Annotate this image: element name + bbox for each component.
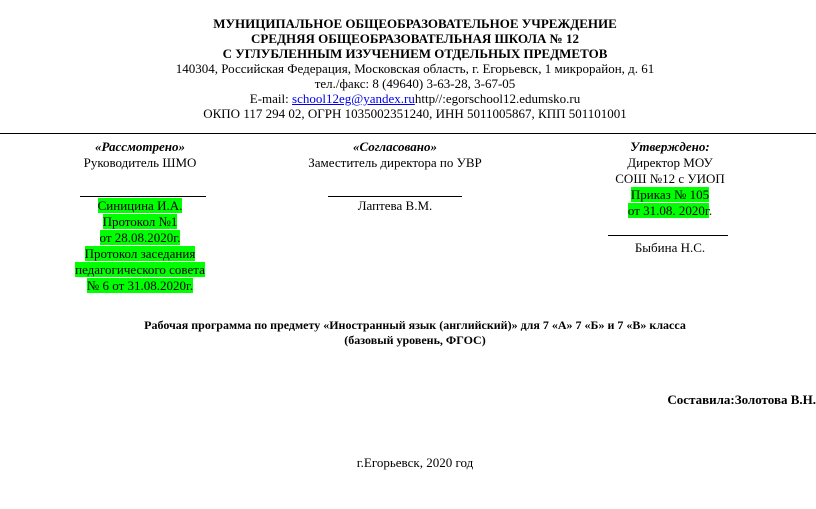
- agreed-role: Заместитель директора по УВР: [308, 155, 482, 170]
- email-link[interactable]: school12eg@yandex.ru: [292, 91, 415, 106]
- program-title-line1: Рабочая программа по предмету «Иностранный язык (английский)» для 7 «А» 7 «Б» и 7 «В» класса: [144, 318, 686, 332]
- school-codes: ОКПО 117 294 02, ОГРН 1035002351240, ИНН 5011005867, КПП 501101001: [203, 106, 627, 121]
- agreed-name: Лаптева В.М.: [357, 198, 433, 213]
- school-name-line3: С УГЛУБЛЕННЫМ ИЗУЧЕНИЕМ ОТДЕЛЬНЫХ ПРЕДМЕТОВ: [222, 46, 608, 61]
- left-column: [60, 139, 220, 171]
- school-name-line1: МУНИЦИПАЛЬНОЕ ОБЩЕОБРАЗОВАТЕЛЬНОЕ УЧРЕЖДЕНИЕ: [213, 16, 617, 31]
- school-email-line: [0, 91, 816, 106]
- approved-date-period: .: [708, 203, 713, 218]
- approved-signature-line: [608, 235, 728, 236]
- header-divider: [0, 133, 816, 134]
- approved-order: Приказ № 105: [630, 187, 710, 202]
- approved-name: Быбина Н.С.: [634, 240, 706, 255]
- council-name: педагогического совета: [75, 262, 205, 277]
- school-phone: тел./факс: 8 (49640) 3-63-28, 3-67-05: [314, 76, 516, 91]
- agreed-signature-line: [328, 196, 462, 197]
- website-text: http//:egorschool12.edumsko.ru: [414, 91, 581, 106]
- reviewer-date: от 28.08.2020г.: [99, 230, 181, 245]
- council-protocol-label: Протокол заседания: [84, 246, 196, 261]
- city-year: г.Егорьевск, 2020 год: [356, 455, 474, 470]
- middle-column: [300, 139, 490, 171]
- email-label: E-mail:: [249, 91, 293, 106]
- left-column-details: [60, 198, 220, 294]
- school-name-line2: СРЕДНЯЯ ОБЩЕОБРАЗОВАТЕЛЬНАЯ ШКОЛА № 12: [251, 31, 579, 46]
- right-column: [580, 139, 760, 219]
- approved-heading: Утверждено:: [630, 139, 710, 154]
- approved-role-line2: СОШ №12 с УИОП: [615, 171, 725, 186]
- reviewed-signature-line: [80, 196, 206, 197]
- school-address: 140304, Российская Федерация, Московская область, г. Егорьевск, 1 микрорайон, д. 61: [175, 61, 655, 76]
- council-protocol-date: № 6 от 31.08.2020г.: [86, 278, 194, 293]
- program-title-line2: (базовый уровень, ФГОС): [344, 333, 486, 347]
- reviewed-heading: «Рассмотрено»: [95, 139, 185, 154]
- approved-role-line1: Директор МОУ: [627, 155, 713, 170]
- reviewed-role: Руководитель ШМО: [83, 155, 197, 170]
- program-author: Составила:Золотова В.Н.: [667, 392, 816, 407]
- agreed-heading: «Согласовано»: [353, 139, 437, 154]
- reviewer-name: Синицина И.А.: [97, 198, 183, 213]
- approved-date: от 31.08. 2020г: [627, 203, 709, 218]
- reviewer-protocol: Протокол №1: [102, 214, 178, 229]
